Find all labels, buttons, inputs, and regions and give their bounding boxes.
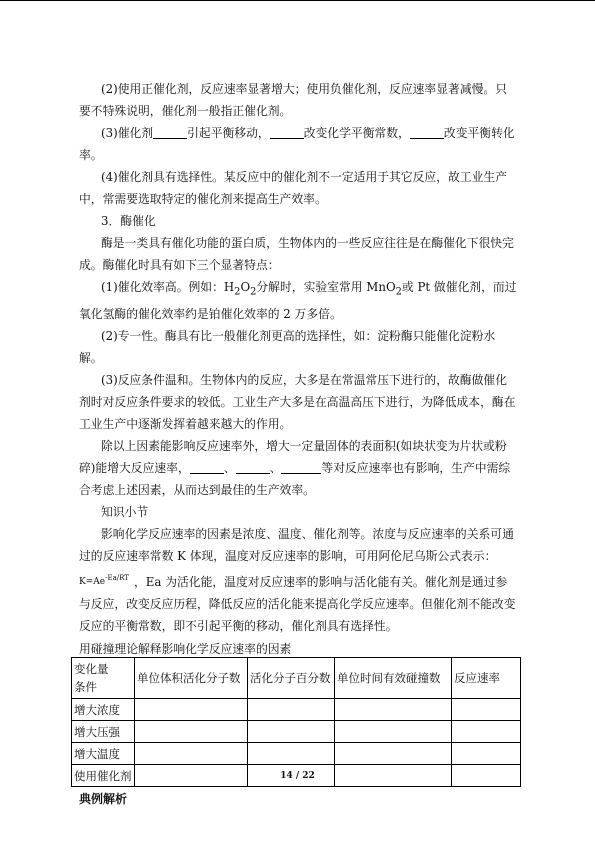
table-cell[interactable]: [452, 743, 521, 765]
table-cell[interactable]: [335, 743, 452, 765]
row-label: 使用催化剂: [72, 765, 135, 787]
table-cell[interactable]: [452, 699, 521, 721]
table-row: [72, 721, 521, 743]
table-header-row: [72, 658, 521, 699]
heading-enzyme-catalysis: 3．酶催化: [101, 214, 156, 228]
fill-blank[interactable]: [270, 126, 304, 139]
table-cell[interactable]: [135, 743, 248, 765]
table-cell[interactable]: [248, 721, 335, 743]
table-cell[interactable]: [248, 699, 335, 721]
paragraph-other-factors: 除以上因素能影响反应速率外，增大一定量固体的表面积(如块状变为片状或粉碎)能增大反应速率， 、 、 等对反应速率也有影响，生产中需综合考虑上述因素，从而达到最佳的生产效率。: [79, 439, 511, 498]
paragraph-positive-catalyst: (2)使用正催化剂，反应速率显著增大；使用负催化剂，反应速率显著减慢。只要不特殊说明，催化剂一般指正催化剂。: [79, 82, 508, 118]
paragraph-summary: 影响化学反应速率的因素是浓度、温度、催化剂等。浓度与反应速率的关系可通过的反应速率常数 K 体现，温度对反应速率的影响，可用阿伦尼乌斯公式表示：$K=Ae^{-Ea/RT}$ ，Ea 为活化能，温度对反应速率的影响与活化能有关。催化剂是通过参与反应，改变反应历程，降低反应的活化能来提高化学反应速率。但催化剂不能改变反应的平衡常数，即不引起平衡的移动，催化剂具有选择性。: [79, 527, 516, 634]
page-number: 14 / 22: [280, 771, 315, 781]
column-header: 活化分子百分数: [248, 658, 335, 699]
collision-theory-table: [71, 657, 521, 787]
table-row: [72, 699, 521, 721]
fill-blank[interactable]: [236, 461, 270, 474]
row-label: 增大温度: [72, 743, 135, 765]
paragraph-enzyme-mild-conditions: (3)反应条件温和。生物体内的反应，大多是在常温常压下进行的，故酶做催化剂时对反应条件要求的较低。工业生产大多是在高温高压下进行，为降低成本，酶在工业生产中逐渐发挥着越来越大的作用。: [79, 373, 516, 432]
row-label: 增大压强: [72, 721, 135, 743]
table-caption: 用碰撞理论解释影响化学反应速率的因素: [79, 642, 292, 657]
paragraph-enzyme-intro: 酶是一类具有催化功能的蛋白质，生物体内的一些反应往往是在酶催化下很快完成。酶催化时具有如下三个显著特点：: [79, 236, 514, 272]
table-cell[interactable]: [135, 721, 248, 743]
paragraph-enzyme-specificity: (2)专一性。酶具有比一般催化剂更高的选择性，如：淀粉酶只能催化淀粉水解。: [79, 329, 496, 366]
column-header: 单位体积活化分子数: [135, 658, 248, 699]
row-label: 增大浓度: [72, 699, 135, 721]
table-corner-cell: 变化量 条件: [72, 658, 135, 699]
table-cell[interactable]: [335, 721, 452, 743]
table-row: [72, 743, 521, 765]
fill-blank[interactable]: [281, 461, 321, 474]
fill-blank[interactable]: [153, 126, 187, 139]
table-cell[interactable]: [248, 743, 335, 765]
section-title: 典例解析: [79, 792, 128, 807]
fill-blank[interactable]: [410, 126, 444, 139]
paragraph-catalyst-selectivity: (4)催化剂具有选择性。某反应中的催化剂不一定适用于其它反应，故工业生产中，常需要选取特定的催化剂来提高生产效率。: [79, 170, 508, 206]
column-header: 单位时间有效碰撞数: [335, 658, 452, 699]
heading-knowledge-summary: 知识小节: [101, 505, 149, 520]
header-rule: [0, 0, 595, 1]
paragraph-catalyst-equilibrium: (3)催化剂 引起平衡移动， 改变化学平衡常数， 改变平衡转化率。: [79, 126, 515, 162]
fill-blank[interactable]: [190, 461, 224, 474]
table-cell[interactable]: [335, 699, 452, 721]
table-cell[interactable]: [452, 721, 521, 743]
arrhenius-formula: $K=Ae^{-Ea/RT}$: [79, 574, 129, 588]
column-header: 反应速率: [452, 658, 521, 699]
paragraph-enzyme-efficiency: (1)催化效率高。例如：$H_2O_2$分解时，实验室常用 MnO$_2$或 Pt 做催化剂，而过氧化氢酶的催化效率约是铂催化效率的 2 万多倍。: [79, 280, 517, 322]
page-content: [74, 78, 517, 809]
table-cell[interactable]: [135, 699, 248, 721]
